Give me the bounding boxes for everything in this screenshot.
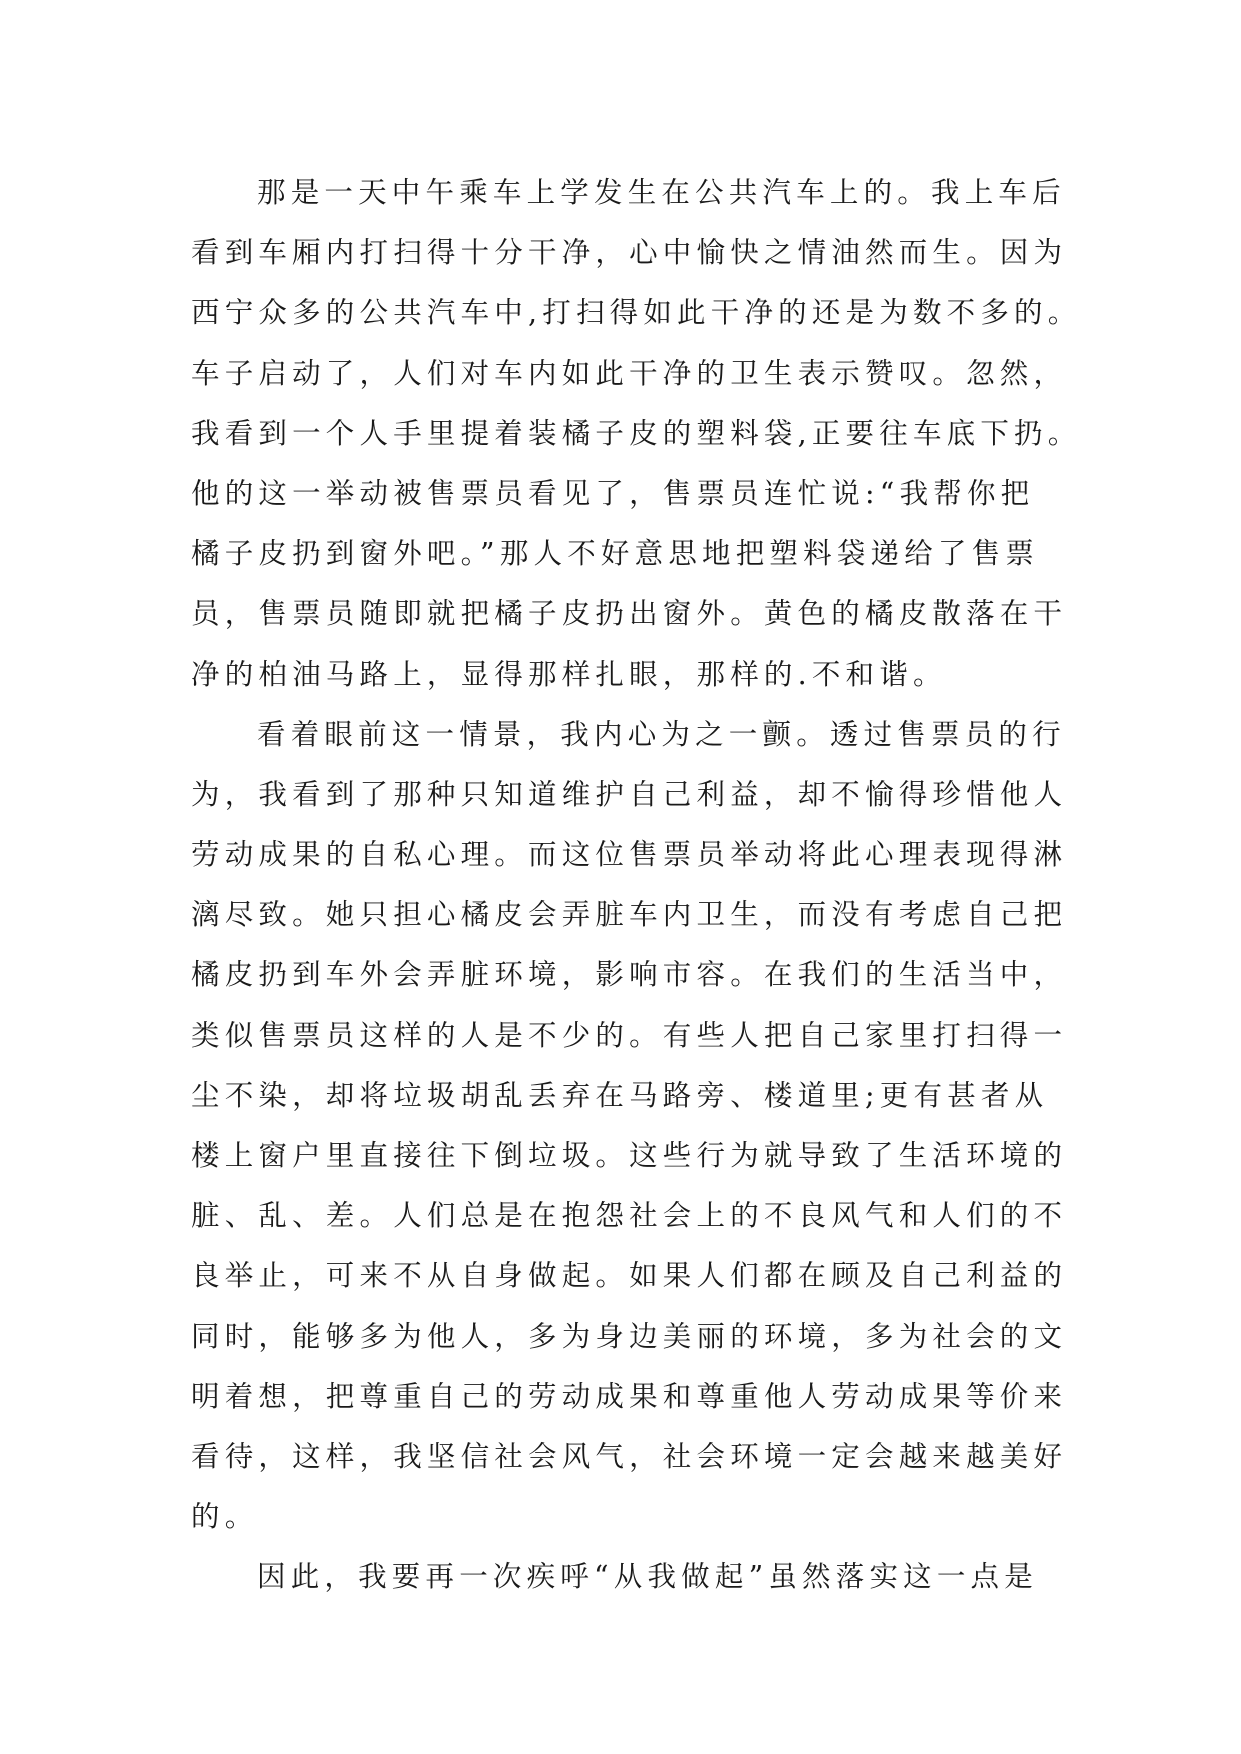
text-line: 车子启动了，人们对车内如此干净的卫生表示赞叹。忽然， (191, 356, 1068, 390)
text-line: 西宁众多的公共汽车中,打扫得如此干净的还是为数不多的。 (191, 296, 1082, 330)
text-line: 看着眼前这一情景，我内心为之一颤。透过售票员的行 (257, 717, 1066, 751)
text-line: 看到车厢内打扫得十分干净，心中愉快之情油然而生。因为 (191, 236, 1068, 270)
text-line: 类似售票员这样的人是不少的。有些人把自己家里打扫得一 (191, 1018, 1068, 1052)
text-line: 他的这一举动被售票员看见了，售票员连忙说:“我帮你把 (191, 476, 1035, 510)
paragraph-2 (191, 705, 1091, 1548)
text-line: 那是一天中午乘车上学发生在公共汽车上的。我上车后 (257, 176, 1066, 209)
text-line: 同时，能够多为他人，多为身边美丽的环境，多为社会的文 (191, 1319, 1068, 1353)
text-line: 看待，这样，我坚信社会风气，社会环境一定会越来越美好 (191, 1439, 1068, 1473)
paragraph-3 (191, 1547, 1091, 1607)
text-line: 因此，我要再一次疾呼“从我做起”虽然落实这一点是 (257, 1560, 1038, 1594)
paragraph-1 (191, 163, 1091, 705)
text-line: 尘不染，却将垃圾胡乱丢弃在马路旁、楼道里;更有甚者从 (191, 1078, 1049, 1112)
document-body (191, 163, 1091, 1608)
text-line: 良举止，可来不从自身做起。如果人们都在顾及自己利益的 (191, 1259, 1068, 1293)
text-line: 我看到一个人手里提着装橘子皮的塑料袋,正要往车底下扔。 (191, 416, 1082, 450)
text-line: 橘子皮扔到窗外吧。”那人不好意思地把塑料袋递给了售票 (191, 537, 1040, 571)
text-line: 明着想，把尊重自己的劳动成果和尊重他人劳动成果等价来 (191, 1379, 1068, 1413)
text-line: 脏、乱、差。人们总是在抱怨社会上的不良风气和人们的不 (191, 1199, 1068, 1233)
text-line: 为，我看到了那种只知道维护自己利益，却不愉得珍惜他人 (191, 777, 1068, 811)
text-line: 橘皮扔到车外会弄脏环境，影响市容。在我们的生活当中， (191, 958, 1068, 992)
text-line: 劳动成果的自私心理。而这位售票员举动将此心理表现得淋 (191, 838, 1068, 872)
text-line: 楼上窗户里直接往下倒垃圾。这些行为就导致了生活环境的 (191, 1139, 1068, 1172)
text-line: 的。 (191, 1500, 259, 1534)
text-line: 员，售票员随即就把橘子皮扔出窗外。黄色的橘皮散落在干 (191, 597, 1068, 631)
text-line: 净的柏油马路上，显得那样扎眼，那样的.不和谐。 (191, 657, 947, 691)
text-line: 漓尽致。她只担心橘皮会弄脏车内卫生，而没有考虑自己把 (191, 898, 1068, 932)
